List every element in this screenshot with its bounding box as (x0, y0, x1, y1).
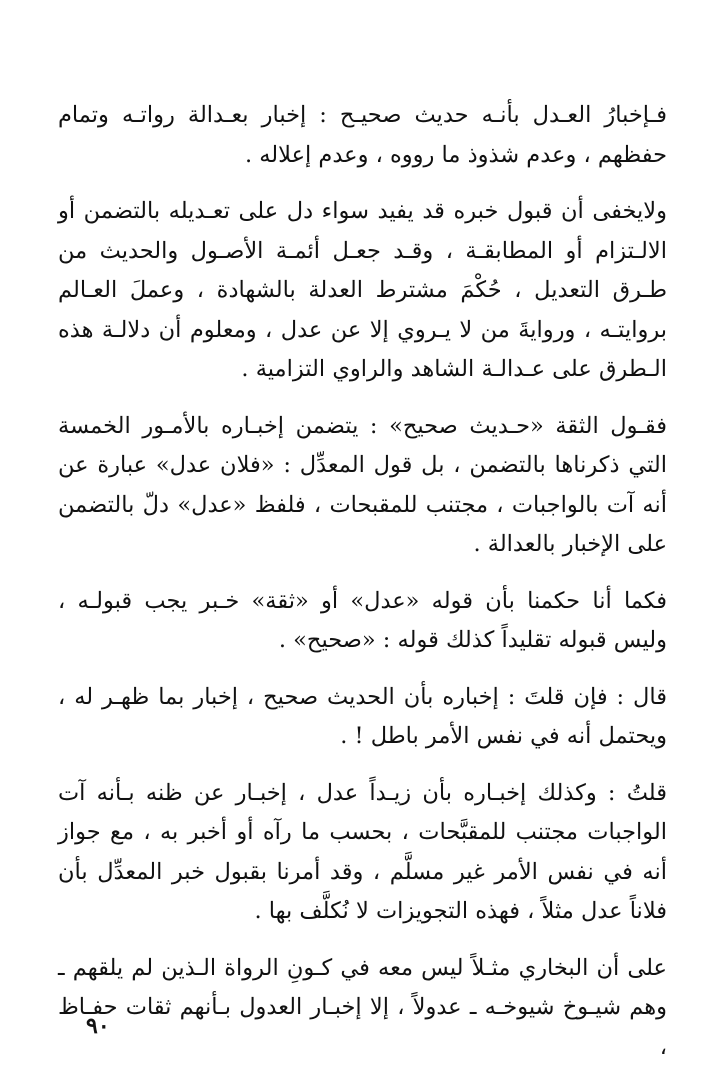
paragraph-2: ولايخفى أن قبول خبره قد يفيد سواء دل على تعـديله بالتضمن أو الالـتزام أو المطابقـة ، وقـد جعـل أئمـة الأصـول والحديث من طـرق التعديل ، حُكْمَ مشترط العدلة بالشهادة ، وعملَ العـالم بروايتـه ، وروايةَ من لا يـروي إلا عن عدل ، ومعلوم أن دلالـة هذه الـطرق على عـدالـة الشاهد والراوي التزامية . (58, 198, 667, 382)
paragraph-1: فـإخبارُ العـدل بأنـه حديث صحيـح : إخبار بعـدالة رواتـه وتمام حفظهم ، وعدم شذوذ ما رووه ، وعدم إعلاله . (58, 102, 667, 168)
paragraph-5: قال : فإن قلتَ : إخباره بأن الحديث صحيح ، إخبار بما ظهـر له ، ويحتمل أنه في نفس الأمر باطل ! . (58, 683, 667, 749)
paragraph-7: على أن البخاري مثـلاً ليس معه في كـونِ الرواة الـذين لم يلقهم ـ وهم شيـوخ شيوخـه ـ عدولاً ، إلا إخبـار العدول بـأنهم ثقات حفـاظ ، (58, 954, 667, 1060)
paragraph-6: قلتُ : وكذلك إخبـاره بأن زيـداً عدل ، إخبـار عن ظنه بـأنه آت الواجبات مجتنب للمقبَّحات ، بحسب ما رآه أو أخبر به ، مع جواز أنه في نفس الأمر غير مسلَّم ، وقد أمرنا بقبول خبر المعدِّل بأن فلاناً عدل مثلاً ، فهذه التجويزات لا نُكلَّف بها . (58, 779, 667, 924)
paragraph-4: فكما أنا حكمنا بأن قوله «عدل» أو «ثقة» خـبر يجب قبولـه ، وليس قبوله تقليداً كذلك قوله : «صحيح» . (58, 587, 667, 653)
paragraph-3: فقـول الثقة «حـديث صحيح» : يتضمن إخبـاره بالأمـور الخمسة التي ذكرناها بالتضمن ، بل قول المعدِّل : «فلان عدل» عبارة عن أنه آت بالواجبات ، مجتنب للمقبحات ، فلفظ «عدل» دلّ بالتضمن على الإخبار بالعدالة . (58, 412, 667, 557)
page-number: ٩٠ (86, 1013, 110, 1039)
